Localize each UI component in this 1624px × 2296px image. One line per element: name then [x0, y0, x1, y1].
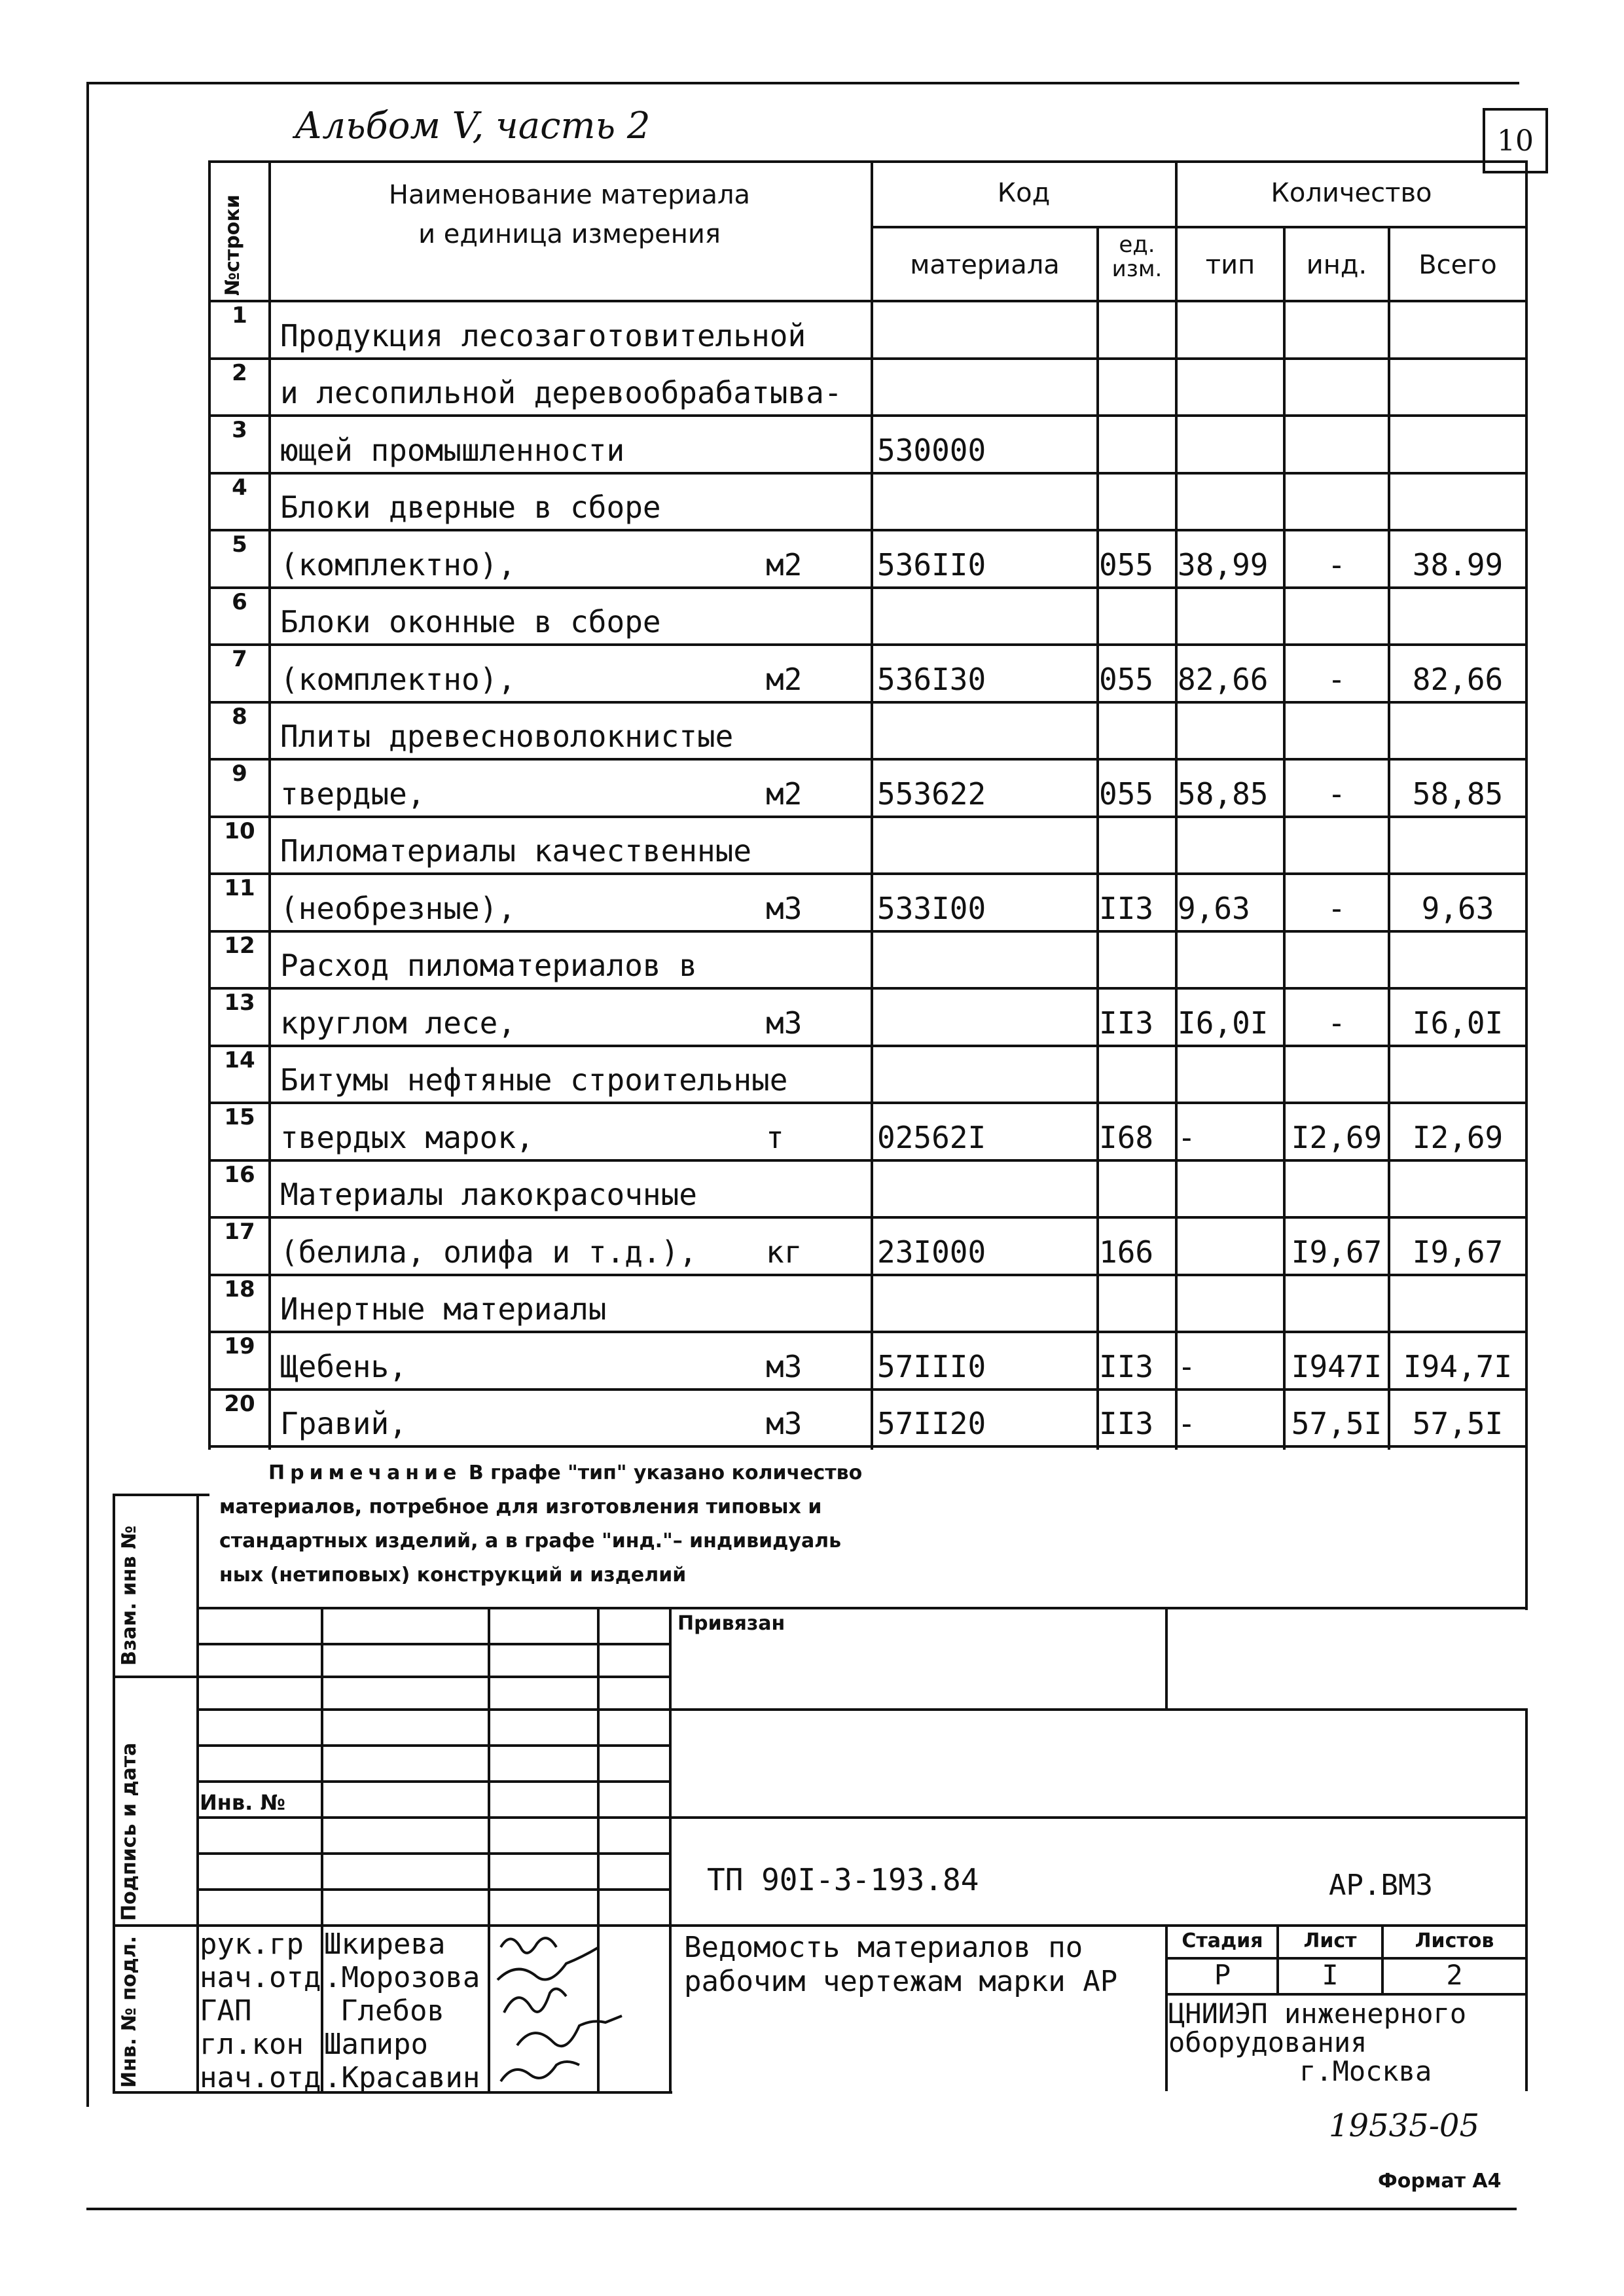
material-name: Продукция лесозаготовительной	[280, 317, 806, 353]
qty-total	[1390, 818, 1525, 869]
qty-type: -	[1178, 1119, 1196, 1155]
qty-type	[1178, 475, 1283, 526]
stamp-org-line2: оборудования	[1168, 2026, 1367, 2058]
stamp-title-line2: рабочим чертежам марки АР	[684, 1965, 1118, 1998]
material-code	[877, 990, 1096, 1041]
unit-code	[1099, 818, 1175, 869]
material-unit: м3	[766, 1005, 803, 1041]
signer-role: ГАП	[200, 1994, 252, 2028]
qty-type: 82,66	[1178, 661, 1269, 697]
material-code: 23I000	[877, 1234, 986, 1270]
material-code: 530000	[877, 432, 986, 468]
material-name: Щебень,	[280, 1348, 407, 1384]
stamp-org-line3: г.Москва	[1299, 2055, 1432, 2087]
material-name: Материалы лакокрасочные	[280, 1177, 697, 1212]
format-label: Формат А4	[1378, 2170, 1502, 2193]
row-number: 12	[224, 932, 255, 959]
material-name: (необрезные),	[280, 890, 516, 926]
archive-number: 19535-05	[1329, 2108, 1479, 2144]
material-name: Блоки дверные в сборе	[280, 490, 661, 525]
material-unit	[766, 302, 864, 353]
unit-code	[1099, 589, 1175, 640]
side-label-inv-podl: Инв. № подл.	[118, 1935, 141, 2088]
qty-type	[1178, 818, 1283, 869]
signer-name: Шапиро	[324, 2028, 428, 2061]
row-number: 5	[232, 531, 247, 558]
note-line2: материалов, потребное для изготовления типовых и	[219, 1496, 822, 1518]
qty-total: I6,0I	[1412, 1005, 1504, 1041]
qty-type	[1178, 1219, 1283, 1270]
qty-total	[1390, 1162, 1525, 1213]
unit-code: II3	[1099, 1005, 1154, 1041]
qty-type: 9,63	[1178, 890, 1250, 926]
qty-ind	[1286, 1162, 1388, 1213]
material-name: (белила, олифа и т.д.),	[280, 1234, 697, 1270]
signers-roles	[200, 1928, 321, 2094]
qty-type	[1178, 933, 1283, 984]
qty-total	[1390, 704, 1525, 755]
signers-names	[324, 1928, 480, 2094]
unit-code	[1099, 475, 1175, 526]
material-unit	[766, 360, 864, 411]
qty-total: I94,7I	[1403, 1348, 1513, 1384]
material-code	[877, 302, 1096, 353]
qty-total	[1390, 1276, 1525, 1327]
signer-role: гл.кон	[200, 2028, 304, 2061]
material-code: 02562I	[877, 1119, 986, 1155]
unit-code: II3	[1099, 890, 1154, 926]
signer-name: Глебов	[340, 1994, 444, 2028]
qty-ind	[1286, 704, 1388, 755]
row-number: 16	[224, 1161, 255, 1188]
stamp-sheet-label: Лист	[1303, 1929, 1357, 1952]
row-number: 6	[232, 588, 247, 615]
row-number: 10	[224, 817, 255, 844]
material-code	[877, 475, 1096, 526]
material-unit: м2	[766, 776, 803, 812]
stamp-sheet: I	[1322, 1959, 1339, 1991]
header-code-unit: ед. изм.	[1111, 232, 1163, 283]
qty-total	[1390, 302, 1525, 353]
row-number: 13	[224, 990, 255, 1016]
row-number: 19	[224, 1333, 255, 1359]
header-qty-total: Всего	[1418, 250, 1497, 280]
material-unit	[766, 475, 864, 526]
material-unit	[766, 704, 864, 755]
qty-ind	[1286, 302, 1388, 353]
header-qty-type: тип	[1205, 250, 1255, 280]
page-number: 10	[1483, 108, 1548, 173]
note-block	[219, 1456, 1515, 1592]
material-name: (комплектно),	[280, 661, 516, 697]
stamp-privyazan: Привязан	[677, 1612, 785, 1635]
qty-total: 82,66	[1412, 661, 1504, 697]
material-code	[877, 1162, 1096, 1213]
material-name: Инертные материалы	[280, 1291, 607, 1327]
signer-name: Шкирева	[324, 1928, 446, 1961]
row-number: 2	[232, 359, 247, 386]
row-number: 7	[232, 646, 247, 672]
material-code	[877, 818, 1096, 869]
row-number: 1	[232, 302, 247, 329]
signer-role: нач.отд	[200, 2061, 321, 2094]
material-name: Пиломатериалы качественные	[280, 833, 752, 869]
bottom-border	[86, 2208, 1517, 2210]
stamp-sheets: 2	[1446, 1959, 1463, 1991]
material-code: 553622	[877, 776, 986, 812]
unit-code: 055	[1099, 547, 1154, 583]
header-code: Код	[997, 178, 1051, 208]
qty-ind: -	[1327, 661, 1346, 697]
unit-code: II3	[1099, 1348, 1154, 1384]
qty-total	[1390, 360, 1525, 411]
header-quantity: Количество	[1271, 178, 1432, 208]
qty-total	[1390, 417, 1525, 468]
row-number: 9	[232, 761, 247, 787]
material-unit	[766, 933, 864, 984]
stamp-stage-label: Стадия	[1182, 1929, 1263, 1952]
stamp-doc-code: ТП 90I-3-193.84	[707, 1862, 979, 1897]
row-number: 8	[232, 703, 247, 730]
qty-type: 58,85	[1178, 776, 1269, 812]
header-name-line1: Наименование материала	[388, 180, 751, 210]
qty-ind	[1286, 818, 1388, 869]
material-code: 57III0	[877, 1348, 986, 1384]
qty-ind	[1286, 933, 1388, 984]
side-label-podpis: Подпись и дата	[118, 1742, 141, 1921]
material-unit	[766, 589, 864, 640]
qty-type: 38,99	[1178, 547, 1269, 583]
qty-total: I9,67	[1412, 1234, 1504, 1270]
qty-total	[1390, 475, 1525, 526]
qty-ind: 57,5I	[1291, 1406, 1382, 1441]
material-name: Гравий,	[280, 1406, 407, 1441]
material-name: Расход пиломатериалов в	[280, 948, 697, 983]
note-word: Примечание	[268, 1462, 462, 1484]
unit-code: 055	[1099, 661, 1154, 697]
signature-scribbles	[491, 1928, 668, 2091]
header-row-no: №строки	[221, 194, 244, 296]
qty-ind	[1286, 417, 1388, 468]
material-name: Плиты древесноволокнистые	[280, 719, 734, 754]
stamp-sheets-label: Листов	[1415, 1929, 1494, 1952]
qty-ind	[1286, 1276, 1388, 1327]
qty-total	[1390, 589, 1525, 640]
material-unit: т	[766, 1119, 784, 1155]
unit-code	[1099, 933, 1175, 984]
material-unit	[766, 1276, 864, 1327]
material-name: Блоки оконные в сборе	[280, 604, 661, 639]
qty-ind: -	[1327, 890, 1346, 926]
material-name: ющей промышленности	[280, 432, 625, 468]
row-number: 3	[232, 417, 247, 443]
qty-ind: -	[1327, 776, 1346, 812]
qty-ind: I9,67	[1291, 1234, 1382, 1270]
qty-type	[1178, 417, 1283, 468]
note-line3: стандартных изделий, а в графе "инд."– индивидуаль	[219, 1530, 842, 1552]
qty-type	[1178, 1162, 1283, 1213]
signer-name: .Красавин	[324, 2061, 480, 2094]
note-line4: ных (нетиповых) конструкций и изделий	[219, 1564, 687, 1587]
material-unit	[766, 1047, 864, 1098]
unit-code	[1099, 1162, 1175, 1213]
qty-total: 38.99	[1412, 547, 1504, 583]
qty-ind: -	[1327, 1005, 1346, 1041]
qty-type	[1178, 302, 1283, 353]
material-code	[877, 704, 1096, 755]
material-unit: м3	[766, 890, 803, 926]
material-name: и лесопильной деревообрабатыва-	[280, 375, 842, 410]
qty-type: I6,0I	[1178, 1005, 1269, 1041]
material-name: твердых марок,	[280, 1119, 534, 1155]
qty-total: 57,5I	[1412, 1406, 1504, 1441]
material-unit	[766, 1162, 864, 1213]
qty-type: -	[1178, 1406, 1196, 1441]
material-name: твердые,	[280, 776, 425, 812]
qty-type	[1178, 1047, 1283, 1098]
stamp-stage: Р	[1214, 1959, 1231, 1991]
qty-total: I2,69	[1412, 1119, 1504, 1155]
material-name: круглом лесе,	[280, 1005, 516, 1041]
material-unit	[766, 417, 864, 468]
header-qty-ind: инд.	[1306, 250, 1367, 280]
material-code: 533I00	[877, 890, 986, 926]
qty-ind	[1286, 360, 1388, 411]
unit-code	[1099, 417, 1175, 468]
qty-ind: I2,69	[1291, 1119, 1382, 1155]
unit-code: 055	[1099, 776, 1154, 812]
qty-total: 9,63	[1421, 890, 1494, 926]
header-code-material: материала	[910, 250, 1060, 280]
unit-code: II3	[1099, 1406, 1154, 1441]
note-line1: В графе "тип" указано количество	[468, 1462, 863, 1484]
stamp-org-line1: ЦНИИЭП инженерного	[1168, 1998, 1467, 2030]
unit-code	[1099, 1276, 1175, 1327]
signer-role: рук.гр	[200, 1928, 304, 1961]
row-number: 11	[224, 875, 255, 901]
qty-total	[1390, 933, 1525, 984]
signer-role: нач.отд	[200, 1961, 321, 1994]
material-code	[877, 933, 1096, 984]
unit-code: I68	[1099, 1119, 1154, 1155]
unit-code	[1099, 704, 1175, 755]
material-code	[877, 1047, 1096, 1098]
material-code	[877, 589, 1096, 640]
stamp-inv-no: Инв. №	[200, 1790, 285, 1815]
material-unit: м3	[766, 1348, 803, 1384]
qty-type	[1178, 360, 1283, 411]
unit-code	[1099, 302, 1175, 353]
qty-ind: I947I	[1291, 1348, 1382, 1384]
material-unit: м2	[766, 661, 803, 697]
material-name: Битумы нефтяные строительные	[280, 1062, 788, 1098]
unit-code: 166	[1099, 1234, 1154, 1270]
stamp-title-line1: Ведомость материалов по	[684, 1931, 1083, 1964]
qty-total	[1390, 1047, 1525, 1098]
row-number: 14	[224, 1047, 255, 1073]
row-number: 20	[224, 1390, 255, 1417]
material-code: 57II20	[877, 1406, 986, 1441]
material-code: 536I30	[877, 661, 986, 697]
album-title: Альбом V, часть 2	[295, 105, 651, 147]
signer-name: .Морозова	[324, 1961, 480, 1994]
unit-code	[1099, 1047, 1175, 1098]
material-name: (комплектно),	[280, 547, 516, 583]
qty-total: 58,85	[1412, 776, 1504, 812]
material-unit: кг	[766, 1234, 803, 1270]
qty-ind	[1286, 589, 1388, 640]
material-unit: м2	[766, 547, 803, 583]
material-unit: м3	[766, 1406, 803, 1441]
stamp-mark: АР.ВМ3	[1329, 1869, 1433, 1902]
row-number: 17	[224, 1219, 255, 1245]
row-number: 15	[224, 1104, 255, 1130]
qty-ind	[1286, 1047, 1388, 1098]
row-divider	[208, 1445, 1528, 1448]
row-number: 4	[232, 474, 247, 501]
unit-code	[1099, 360, 1175, 411]
row-number: 18	[224, 1276, 255, 1302]
qty-ind	[1286, 475, 1388, 526]
qty-ind: -	[1327, 547, 1346, 583]
material-code	[877, 1276, 1096, 1327]
qty-type	[1178, 589, 1283, 640]
qty-type: -	[1178, 1348, 1196, 1384]
material-code: 536II0	[877, 547, 986, 583]
qty-type	[1178, 704, 1283, 755]
material-code	[877, 360, 1096, 411]
material-unit	[766, 818, 864, 869]
qty-type	[1178, 1276, 1283, 1327]
header-name-line2: и единица измерения	[418, 219, 721, 249]
side-label-vzam: Взам. инв №	[118, 1525, 141, 1666]
